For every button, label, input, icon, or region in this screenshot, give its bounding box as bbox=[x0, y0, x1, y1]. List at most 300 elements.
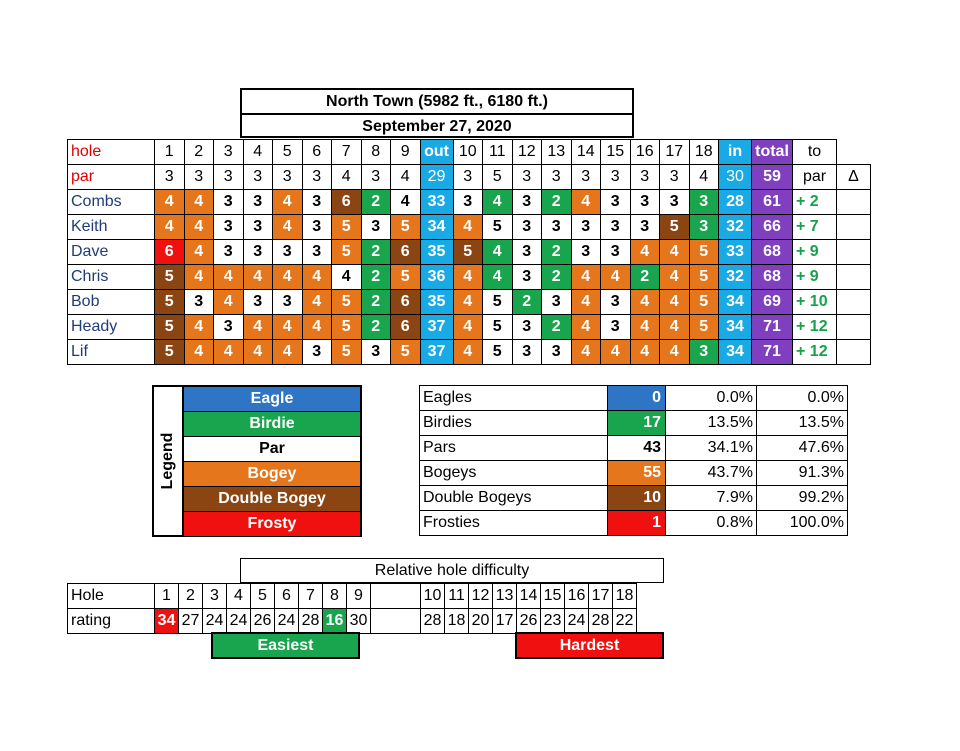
score-cell: 3 bbox=[660, 190, 690, 215]
score-cell: 5 bbox=[391, 265, 421, 290]
difficulty-hole: 18 bbox=[613, 584, 637, 609]
score-cell: 3 bbox=[512, 315, 542, 340]
hole-number: 2 bbox=[184, 140, 214, 165]
hole-number: 3 bbox=[214, 140, 244, 165]
rating-value: 23 bbox=[541, 609, 565, 634]
blank-cell bbox=[837, 140, 871, 165]
player-row bbox=[68, 290, 871, 315]
score-cell: 3 bbox=[630, 190, 660, 215]
score-cell: 3 bbox=[273, 290, 303, 315]
difficulty-hole: 2 bbox=[179, 584, 203, 609]
in-label: in bbox=[719, 140, 752, 165]
score-cell: 4 bbox=[601, 265, 631, 290]
rating-value: 34 bbox=[155, 609, 179, 634]
score-cell: 4 bbox=[184, 265, 214, 290]
score-cell: 2 bbox=[361, 190, 391, 215]
difficulty-hole: 13 bbox=[493, 584, 517, 609]
stat-label: Birdies bbox=[420, 411, 608, 436]
score-cell: 4 bbox=[453, 290, 483, 315]
score-cell: 4 bbox=[630, 240, 660, 265]
difficulty-hole: 3 bbox=[203, 584, 227, 609]
score-cell: 3 bbox=[273, 240, 303, 265]
score-cell: 4 bbox=[660, 340, 690, 365]
score-cell: 4 bbox=[302, 290, 332, 315]
legend-item: Eagle bbox=[184, 387, 360, 412]
difficulty-hole: 4 bbox=[227, 584, 251, 609]
score-cell: 4 bbox=[601, 340, 631, 365]
player-out: 35 bbox=[420, 290, 453, 315]
score-cell: 5 bbox=[689, 240, 719, 265]
stat-percent: 0.8% bbox=[666, 511, 757, 536]
player-to-par: + 10 bbox=[793, 290, 837, 315]
score-cell: 5 bbox=[155, 290, 185, 315]
hole-number: 18 bbox=[689, 140, 719, 165]
player-out: 34 bbox=[420, 215, 453, 240]
score-cell: 4 bbox=[184, 215, 214, 240]
difficulty-hole: 12 bbox=[469, 584, 493, 609]
score-cell: 3 bbox=[512, 190, 542, 215]
player-name: Keith bbox=[68, 215, 155, 240]
score-cell: 3 bbox=[214, 315, 244, 340]
difficulty-title: Relative hole difficulty bbox=[240, 558, 664, 583]
score-cell: 2 bbox=[361, 315, 391, 340]
player-to-par: + 2 bbox=[793, 190, 837, 215]
score-cell: 4 bbox=[302, 265, 332, 290]
score-cell: 2 bbox=[361, 290, 391, 315]
score-cell: 4 bbox=[184, 340, 214, 365]
score-cell: 6 bbox=[332, 190, 362, 215]
par-total: 59 bbox=[752, 165, 793, 190]
score-cell: 5 bbox=[332, 315, 362, 340]
player-total: 71 bbox=[752, 315, 793, 340]
player-delta bbox=[837, 265, 871, 290]
score-cell: 4 bbox=[214, 265, 244, 290]
score-cell: 3 bbox=[601, 240, 631, 265]
stat-percent: 43.7% bbox=[666, 461, 757, 486]
player-name: Combs bbox=[68, 190, 155, 215]
hole-number: 7 bbox=[332, 140, 362, 165]
score-cell: 5 bbox=[483, 290, 513, 315]
player-delta bbox=[837, 315, 871, 340]
par-in: 30 bbox=[719, 165, 752, 190]
score-cell: 4 bbox=[391, 190, 421, 215]
score-cell: 2 bbox=[542, 315, 572, 340]
par-value: 4 bbox=[689, 165, 719, 190]
score-cell: 4 bbox=[184, 190, 214, 215]
rating-value: 16 bbox=[323, 609, 347, 634]
score-cell: 4 bbox=[243, 265, 273, 290]
score-cell: 5 bbox=[453, 240, 483, 265]
score-cell: 3 bbox=[302, 190, 332, 215]
rating-value: 22 bbox=[613, 609, 637, 634]
player-out: 37 bbox=[420, 340, 453, 365]
score-cell: 3 bbox=[542, 290, 572, 315]
stat-label: Frosties bbox=[420, 511, 608, 536]
score-cell: 5 bbox=[332, 340, 362, 365]
score-cell: 5 bbox=[155, 265, 185, 290]
hole-number: 17 bbox=[660, 140, 690, 165]
stats-row bbox=[420, 411, 848, 436]
difficulty-rating-row bbox=[68, 609, 637, 634]
stats-table bbox=[419, 385, 848, 536]
player-delta bbox=[837, 240, 871, 265]
hole-header-row bbox=[68, 140, 871, 165]
legend-item: Par bbox=[184, 437, 360, 462]
par-value: 3 bbox=[571, 165, 601, 190]
score-cell: 4 bbox=[302, 315, 332, 340]
scorecard-table bbox=[67, 139, 871, 365]
player-in: 32 bbox=[719, 215, 752, 240]
rating-value: 26 bbox=[251, 609, 275, 634]
player-name: Bob bbox=[68, 290, 155, 315]
stats-row bbox=[420, 461, 848, 486]
rating-value: 24 bbox=[565, 609, 589, 634]
par-value: 3 bbox=[630, 165, 660, 190]
score-cell: 4 bbox=[155, 215, 185, 240]
score-cell: 3 bbox=[689, 190, 719, 215]
stat-cumulative: 0.0% bbox=[757, 386, 848, 411]
stat-label: Bogeys bbox=[420, 461, 608, 486]
player-delta bbox=[837, 290, 871, 315]
legend-items bbox=[184, 387, 360, 537]
score-cell: 5 bbox=[155, 315, 185, 340]
player-row bbox=[68, 315, 871, 340]
legend-item: Double Bogey bbox=[184, 487, 360, 512]
score-cell: 2 bbox=[542, 265, 572, 290]
rating-value: 28 bbox=[589, 609, 613, 634]
to-par-label: par bbox=[793, 165, 837, 190]
player-delta bbox=[837, 190, 871, 215]
score-cell: 5 bbox=[155, 340, 185, 365]
difficulty-hole-row bbox=[68, 584, 637, 609]
difficulty-hole-label: Hole bbox=[68, 584, 155, 609]
score-cell: 5 bbox=[391, 340, 421, 365]
stats-row bbox=[420, 486, 848, 511]
score-cell: 4 bbox=[214, 340, 244, 365]
hole-number: 13 bbox=[542, 140, 572, 165]
total-label: total bbox=[752, 140, 793, 165]
hole-number: 16 bbox=[630, 140, 660, 165]
score-cell: 4 bbox=[660, 265, 690, 290]
player-name: Chris bbox=[68, 265, 155, 290]
par-value: 3 bbox=[601, 165, 631, 190]
par-value: 3 bbox=[243, 165, 273, 190]
difficulty-hole: 10 bbox=[421, 584, 445, 609]
stat-label: Eagles bbox=[420, 386, 608, 411]
player-to-par: + 9 bbox=[793, 265, 837, 290]
score-cell: 5 bbox=[483, 315, 513, 340]
score-cell: 3 bbox=[601, 290, 631, 315]
stat-percent: 34.1% bbox=[666, 436, 757, 461]
player-name: Lif bbox=[68, 340, 155, 365]
par-value: 4 bbox=[332, 165, 362, 190]
stat-cumulative: 99.2% bbox=[757, 486, 848, 511]
score-cell: 6 bbox=[155, 240, 185, 265]
difficulty-hole: 11 bbox=[445, 584, 469, 609]
score-cell: 3 bbox=[214, 215, 244, 240]
player-to-par: + 12 bbox=[793, 340, 837, 365]
score-cell: 4 bbox=[155, 190, 185, 215]
score-cell: 3 bbox=[542, 340, 572, 365]
score-cell: 4 bbox=[483, 265, 513, 290]
score-cell: 4 bbox=[214, 290, 244, 315]
score-cell: 5 bbox=[332, 240, 362, 265]
player-in: 28 bbox=[719, 190, 752, 215]
player-row bbox=[68, 265, 871, 290]
out-label: out bbox=[420, 140, 453, 165]
score-cell: 3 bbox=[184, 290, 214, 315]
delta-label: Δ bbox=[837, 165, 871, 190]
hole-number: 9 bbox=[391, 140, 421, 165]
par-value: 3 bbox=[273, 165, 303, 190]
score-cell: 6 bbox=[391, 315, 421, 340]
player-row bbox=[68, 215, 871, 240]
player-in: 34 bbox=[719, 315, 752, 340]
stats-row bbox=[420, 386, 848, 411]
blank-cell bbox=[371, 584, 421, 609]
score-cell: 6 bbox=[391, 240, 421, 265]
score-cell: 4 bbox=[184, 315, 214, 340]
legend-item: Bogey bbox=[184, 462, 360, 487]
rating-label: rating bbox=[68, 609, 155, 634]
par-value: 4 bbox=[391, 165, 421, 190]
score-cell: 3 bbox=[512, 240, 542, 265]
score-cell: 3 bbox=[542, 215, 572, 240]
score-cell: 4 bbox=[660, 315, 690, 340]
score-cell: 4 bbox=[243, 315, 273, 340]
score-cell: 4 bbox=[243, 340, 273, 365]
score-cell: 3 bbox=[243, 290, 273, 315]
player-total: 68 bbox=[752, 265, 793, 290]
score-cell: 3 bbox=[361, 215, 391, 240]
stat-percent: 0.0% bbox=[666, 386, 757, 411]
stat-percent: 7.9% bbox=[666, 486, 757, 511]
stat-count: 17 bbox=[608, 411, 666, 436]
score-cell: 4 bbox=[571, 290, 601, 315]
par-value: 3 bbox=[453, 165, 483, 190]
player-in: 33 bbox=[719, 240, 752, 265]
score-cell: 5 bbox=[332, 215, 362, 240]
par-value: 3 bbox=[155, 165, 185, 190]
score-cell: 4 bbox=[453, 315, 483, 340]
difficulty-hole: 17 bbox=[589, 584, 613, 609]
score-cell: 5 bbox=[483, 340, 513, 365]
score-cell: 4 bbox=[630, 340, 660, 365]
score-cell: 4 bbox=[571, 190, 601, 215]
hole-label: hole bbox=[68, 140, 155, 165]
rating-value: 28 bbox=[421, 609, 445, 634]
stat-label: Pars bbox=[420, 436, 608, 461]
hole-number: 11 bbox=[483, 140, 513, 165]
player-out: 35 bbox=[420, 240, 453, 265]
player-total: 61 bbox=[752, 190, 793, 215]
player-out: 33 bbox=[420, 190, 453, 215]
stat-cumulative: 100.0% bbox=[757, 511, 848, 536]
course-title-box bbox=[240, 88, 634, 138]
to-label: to bbox=[793, 140, 837, 165]
score-cell: 4 bbox=[273, 215, 303, 240]
score-cell: 3 bbox=[601, 190, 631, 215]
rating-value: 17 bbox=[493, 609, 517, 634]
score-cell: 4 bbox=[453, 215, 483, 240]
round-date: September 27, 2020 bbox=[242, 113, 632, 138]
player-delta bbox=[837, 340, 871, 365]
score-cell: 2 bbox=[542, 190, 572, 215]
hole-number: 15 bbox=[601, 140, 631, 165]
par-value: 3 bbox=[214, 165, 244, 190]
score-cell: 2 bbox=[512, 290, 542, 315]
par-value: 5 bbox=[483, 165, 513, 190]
difficulty-table bbox=[67, 583, 637, 634]
score-cell: 4 bbox=[571, 265, 601, 290]
difficulty-hole: 7 bbox=[299, 584, 323, 609]
par-value: 3 bbox=[184, 165, 214, 190]
hole-number: 4 bbox=[243, 140, 273, 165]
score-cell: 6 bbox=[391, 290, 421, 315]
hole-number: 6 bbox=[302, 140, 332, 165]
score-cell: 2 bbox=[542, 240, 572, 265]
score-cell: 4 bbox=[332, 265, 362, 290]
score-cell: 3 bbox=[243, 240, 273, 265]
score-cell: 4 bbox=[660, 240, 690, 265]
player-delta bbox=[837, 215, 871, 240]
stat-cumulative: 13.5% bbox=[757, 411, 848, 436]
score-cell: 3 bbox=[302, 240, 332, 265]
stats-row bbox=[420, 511, 848, 536]
par-value: 3 bbox=[512, 165, 542, 190]
score-cell: 4 bbox=[184, 240, 214, 265]
score-cell: 5 bbox=[483, 215, 513, 240]
rating-value: 24 bbox=[227, 609, 251, 634]
player-row bbox=[68, 340, 871, 365]
score-cell: 3 bbox=[214, 240, 244, 265]
score-cell: 4 bbox=[453, 265, 483, 290]
score-cell: 3 bbox=[689, 215, 719, 240]
score-cell: 3 bbox=[214, 190, 244, 215]
score-cell: 3 bbox=[361, 340, 391, 365]
player-in: 34 bbox=[719, 340, 752, 365]
player-to-par: + 9 bbox=[793, 240, 837, 265]
stat-count: 43 bbox=[608, 436, 666, 461]
hole-number: 10 bbox=[453, 140, 483, 165]
score-cell: 4 bbox=[571, 315, 601, 340]
stat-cumulative: 47.6% bbox=[757, 436, 848, 461]
score-cell: 3 bbox=[512, 215, 542, 240]
score-cell: 3 bbox=[243, 190, 273, 215]
score-cell: 2 bbox=[361, 265, 391, 290]
difficulty-hole: 15 bbox=[541, 584, 565, 609]
player-name: Dave bbox=[68, 240, 155, 265]
player-to-par: + 12 bbox=[793, 315, 837, 340]
stat-count: 10 bbox=[608, 486, 666, 511]
player-in: 32 bbox=[719, 265, 752, 290]
legend-label: Legend bbox=[159, 432, 176, 490]
score-cell: 4 bbox=[273, 340, 303, 365]
difficulty-hole: 9 bbox=[347, 584, 371, 609]
par-value: 3 bbox=[660, 165, 690, 190]
score-cell: 4 bbox=[483, 240, 513, 265]
score-cell: 3 bbox=[689, 340, 719, 365]
difficulty-hole: 6 bbox=[275, 584, 299, 609]
score-cell: 4 bbox=[630, 290, 660, 315]
score-cell: 4 bbox=[571, 340, 601, 365]
legend-box bbox=[152, 385, 362, 537]
difficulty-hole: 14 bbox=[517, 584, 541, 609]
score-cell: 5 bbox=[660, 215, 690, 240]
score-cell: 3 bbox=[571, 215, 601, 240]
score-cell: 4 bbox=[273, 265, 303, 290]
rating-value: 20 bbox=[469, 609, 493, 634]
rating-value: 24 bbox=[275, 609, 299, 634]
legend-item: Birdie bbox=[184, 412, 360, 437]
stat-cumulative: 91.3% bbox=[757, 461, 848, 486]
score-cell: 5 bbox=[332, 290, 362, 315]
hole-number: 14 bbox=[571, 140, 601, 165]
score-cell: 4 bbox=[630, 315, 660, 340]
score-cell: 4 bbox=[453, 340, 483, 365]
difficulty-hole: 1 bbox=[155, 584, 179, 609]
score-cell: 3 bbox=[302, 215, 332, 240]
legend-label-cell bbox=[154, 387, 184, 535]
score-cell: 3 bbox=[630, 215, 660, 240]
score-cell: 3 bbox=[302, 340, 332, 365]
player-in: 34 bbox=[719, 290, 752, 315]
par-row bbox=[68, 165, 871, 190]
rating-value: 28 bbox=[299, 609, 323, 634]
player-total: 68 bbox=[752, 240, 793, 265]
par-out: 29 bbox=[420, 165, 453, 190]
score-cell: 2 bbox=[361, 240, 391, 265]
player-total: 69 bbox=[752, 290, 793, 315]
player-row bbox=[68, 240, 871, 265]
hole-number: 1 bbox=[155, 140, 185, 165]
rating-value: 24 bbox=[203, 609, 227, 634]
score-cell: 3 bbox=[512, 265, 542, 290]
score-cell: 3 bbox=[571, 240, 601, 265]
difficulty-hole: 5 bbox=[251, 584, 275, 609]
stats-row bbox=[420, 436, 848, 461]
stat-count: 1 bbox=[608, 511, 666, 536]
par-label: par bbox=[68, 165, 155, 190]
difficulty-hole: 16 bbox=[565, 584, 589, 609]
stat-count: 55 bbox=[608, 461, 666, 486]
player-to-par: + 7 bbox=[793, 215, 837, 240]
score-cell: 3 bbox=[512, 340, 542, 365]
rating-value: 30 bbox=[347, 609, 371, 634]
player-total: 66 bbox=[752, 215, 793, 240]
stat-label: Double Bogeys bbox=[420, 486, 608, 511]
hole-number: 12 bbox=[512, 140, 542, 165]
score-cell: 5 bbox=[391, 215, 421, 240]
score-cell: 4 bbox=[660, 290, 690, 315]
rating-value: 18 bbox=[445, 609, 469, 634]
score-cell: 3 bbox=[601, 315, 631, 340]
player-out: 36 bbox=[420, 265, 453, 290]
blank-cell bbox=[371, 609, 421, 634]
stat-percent: 13.5% bbox=[666, 411, 757, 436]
score-cell: 4 bbox=[273, 315, 303, 340]
legend-item: Frosty bbox=[184, 512, 360, 537]
score-cell: 5 bbox=[689, 315, 719, 340]
hole-number: 5 bbox=[273, 140, 303, 165]
score-cell: 3 bbox=[601, 215, 631, 240]
difficulty-hole: 8 bbox=[323, 584, 347, 609]
rating-value: 26 bbox=[517, 609, 541, 634]
player-total: 71 bbox=[752, 340, 793, 365]
easiest-label: Easiest bbox=[211, 632, 360, 659]
hole-number: 8 bbox=[361, 140, 391, 165]
player-name: Heady bbox=[68, 315, 155, 340]
